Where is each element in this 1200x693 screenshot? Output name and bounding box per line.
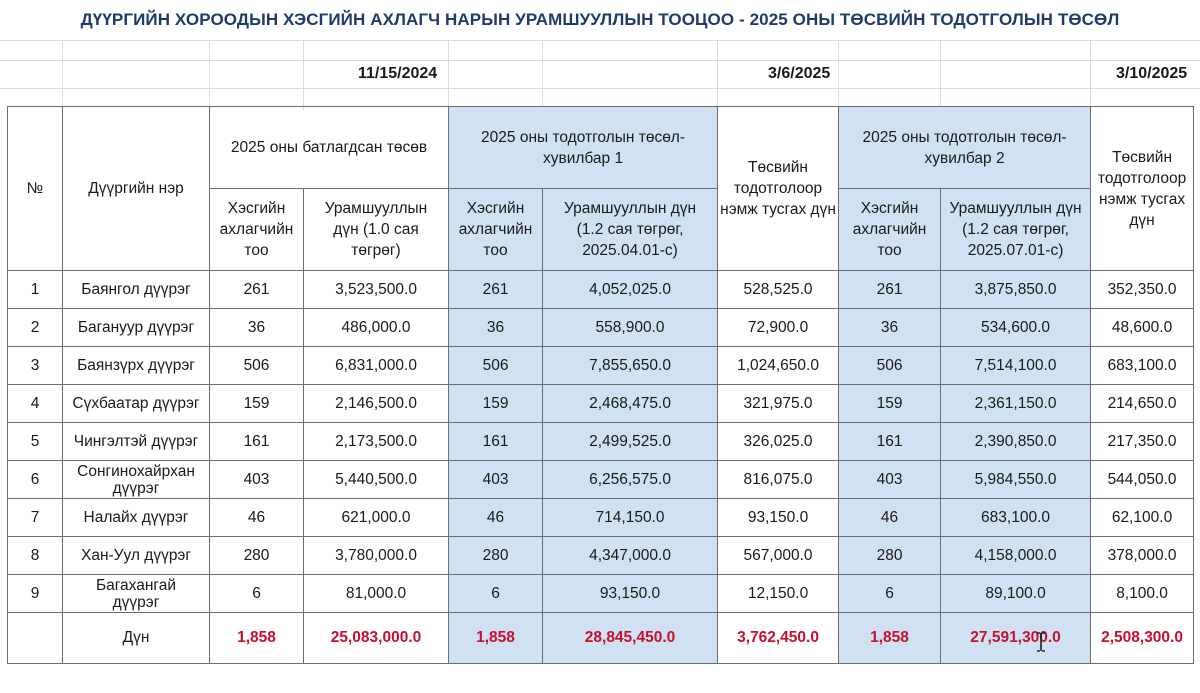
cell-count-v1: 403	[449, 461, 543, 499]
table-row	[8, 461, 1194, 499]
header-group-v1: 2025 оны тодотголын төсөл-хувилбар 1	[449, 107, 718, 189]
total-bonus-v1: 28,845,450.0	[543, 613, 718, 664]
page-title: ДҮҮРГИЙН ХОРООДЫН ХЭСГИЙН АХЛАГЧ НАРЫН УРАМШУУЛЛЫН ТООЦОО - 2025 ОНЫ ТӨСВИЙН ТОДОТГОЛЫН ТӨСӨЛ	[80, 10, 1120, 29]
cell-number: 8	[8, 537, 63, 575]
cell-bonus-v1: 2,468,475.0	[543, 385, 718, 423]
cell-bonus-approved: 621,000.0	[304, 499, 449, 537]
cell-count-v1: 6	[449, 575, 543, 613]
total-count-v1: 1,858	[449, 613, 543, 664]
header-group-approved: 2025 оны батлагдсан төсөв	[210, 107, 449, 189]
cell-bonus-approved: 486,000.0	[304, 309, 449, 347]
total-bonus-v2: 27,591,300.0	[941, 613, 1091, 664]
cell-extra-1: 567,000.0	[718, 537, 839, 575]
header-bonus-v2: Урамшууллын дүн (1.2 сая төгрөг, 2025.07.01-с)	[941, 189, 1091, 271]
total-row	[8, 613, 1194, 664]
cell-district: Сүхбаатар дүүрэг	[63, 385, 210, 423]
cell-bonus-v1: 714,150.0	[543, 499, 718, 537]
table-row	[8, 499, 1194, 537]
cell-extra-1: 93,150.0	[718, 499, 839, 537]
cell-number: 1	[8, 271, 63, 309]
cell-bonus-v1: 4,052,025.0	[543, 271, 718, 309]
cell-district: Баянзүрх дүүрэг	[63, 347, 210, 385]
cell-bonus-v2: 5,984,550.0	[941, 461, 1091, 499]
cell-bonus-v1: 93,150.0	[543, 575, 718, 613]
cell-count-v2: 159	[839, 385, 941, 423]
cell-district: Чингэлтэй дүүрэг	[63, 423, 210, 461]
cell-count-v1: 161	[449, 423, 543, 461]
cell-number: 4	[8, 385, 63, 423]
cell-bonus-v1: 6,256,575.0	[543, 461, 718, 499]
cell-bonus-v1: 7,855,650.0	[543, 347, 718, 385]
table-row	[8, 385, 1194, 423]
cell-bonus-approved: 5,440,500.0	[304, 461, 449, 499]
cell-extra-1: 528,525.0	[718, 271, 839, 309]
cell-number: 2	[8, 309, 63, 347]
cell-count-approved: 36	[210, 309, 304, 347]
cell-bonus-approved: 2,146,500.0	[304, 385, 449, 423]
cell-district: Сонгинохайрхан дүүрэг	[63, 461, 210, 499]
cell-count-v2: 46	[839, 499, 941, 537]
cell-bonus-v2: 2,361,150.0	[941, 385, 1091, 423]
cell-extra-1: 816,075.0	[718, 461, 839, 499]
table-row	[8, 347, 1194, 385]
cell-bonus-v1: 4,347,000.0	[543, 537, 718, 575]
date-v1: 3/6/2025	[768, 65, 831, 82]
header-count-approved: Хэсгийн ахлагчийн тоо	[210, 189, 304, 271]
cell-bonus-approved: 81,000.0	[304, 575, 449, 613]
cell-count-approved: 6	[210, 575, 304, 613]
cell-count-v1: 261	[449, 271, 543, 309]
cell-extra-2: 544,050.0	[1091, 461, 1194, 499]
cell-district: Багахангай дүүрэг	[63, 575, 210, 613]
cell-count-v1: 36	[449, 309, 543, 347]
cell-bonus-v2: 7,514,100.0	[941, 347, 1091, 385]
cell-bonus-v2: 534,600.0	[941, 309, 1091, 347]
cell-bonus-v2: 2,390,850.0	[941, 423, 1091, 461]
total-label: Дүн	[63, 613, 210, 664]
cell-count-approved: 261	[210, 271, 304, 309]
cell-number: 3	[8, 347, 63, 385]
total-spacer	[8, 613, 63, 664]
table-row	[8, 309, 1194, 347]
cell-bonus-v2: 4,158,000.0	[941, 537, 1091, 575]
table-row	[8, 575, 1194, 613]
table-row	[8, 271, 1194, 309]
cell-extra-2: 8,100.0	[1091, 575, 1194, 613]
cell-count-v2: 161	[839, 423, 941, 461]
cell-count-approved: 161	[210, 423, 304, 461]
cell-bonus-approved: 3,780,000.0	[304, 537, 449, 575]
cell-district: Багануур дүүрэг	[63, 309, 210, 347]
cell-bonus-v2: 683,100.0	[941, 499, 1091, 537]
cell-count-approved: 506	[210, 347, 304, 385]
cell-count-v2: 36	[839, 309, 941, 347]
table-row	[8, 423, 1194, 461]
cell-extra-2: 352,350.0	[1091, 271, 1194, 309]
cell-number: 7	[8, 499, 63, 537]
cell-count-v2: 280	[839, 537, 941, 575]
cell-bonus-v1: 2,499,525.0	[543, 423, 718, 461]
cell-count-v1: 280	[449, 537, 543, 575]
cell-extra-1: 326,025.0	[718, 423, 839, 461]
cell-extra-2: 48,600.0	[1091, 309, 1194, 347]
cell-district: Баянгол дүүрэг	[63, 271, 210, 309]
header-district: Дүүргийн нэр	[63, 107, 210, 271]
cell-bonus-approved: 2,173,500.0	[304, 423, 449, 461]
header-bonus-approved: Урамшууллын дүн (1.0 сая төгрөг)	[304, 189, 449, 271]
total-count-v2: 1,858	[839, 613, 941, 664]
cell-extra-1: 321,975.0	[718, 385, 839, 423]
cell-count-v2: 506	[839, 347, 941, 385]
cell-bonus-v2: 89,100.0	[941, 575, 1091, 613]
cell-bonus-approved: 3,523,500.0	[304, 271, 449, 309]
cell-count-approved: 280	[210, 537, 304, 575]
cell-extra-2: 683,100.0	[1091, 347, 1194, 385]
cell-count-approved: 159	[210, 385, 304, 423]
cell-count-approved: 46	[210, 499, 304, 537]
cell-number: 5	[8, 423, 63, 461]
cell-extra-1: 1,024,650.0	[718, 347, 839, 385]
spreadsheet-gridlines	[0, 40, 1200, 110]
header-number: №	[8, 107, 63, 271]
cell-bonus-v2: 3,875,850.0	[941, 271, 1091, 309]
date-v2: 3/10/2025	[1116, 65, 1188, 82]
cell-extra-2: 378,000.0	[1091, 537, 1194, 575]
cell-bonus-approved: 6,831,000.0	[304, 347, 449, 385]
cell-number: 9	[8, 575, 63, 613]
cell-district: Налайх дүүрэг	[63, 499, 210, 537]
cell-count-approved: 403	[210, 461, 304, 499]
cell-number: 6	[8, 461, 63, 499]
cell-bonus-v1: 558,900.0	[543, 309, 718, 347]
header-bonus-v1: Урамшууллын дүн (1.2 сая төгрөг, 2025.04.01-с)	[543, 189, 718, 271]
table-row	[8, 537, 1194, 575]
header-extra-1: Төсвийн тодотголоор нэмж тусгах дүн	[718, 107, 839, 271]
cell-extra-2: 62,100.0	[1091, 499, 1194, 537]
cell-count-v1: 506	[449, 347, 543, 385]
header-extra-2: Төсвийн тодотголоор нэмж тусгах дүн	[1091, 107, 1194, 271]
header-group-v2: 2025 оны тодотголын төсөл-хувилбар 2	[839, 107, 1091, 189]
cell-extra-1: 72,900.0	[718, 309, 839, 347]
date-approved: 11/15/2024	[358, 65, 438, 82]
cell-count-v1: 46	[449, 499, 543, 537]
cell-extra-2: 217,350.0	[1091, 423, 1194, 461]
header-count-v2: Хэсгийн ахлагчийн тоо	[839, 189, 941, 271]
cell-extra-1: 12,150.0	[718, 575, 839, 613]
total-bonus-approved: 25,083,000.0	[304, 613, 449, 664]
cell-count-v1: 159	[449, 385, 543, 423]
total-extra-2: 2,508,300.0	[1091, 613, 1194, 664]
total-extra-1: 3,762,450.0	[718, 613, 839, 664]
cell-extra-2: 214,650.0	[1091, 385, 1194, 423]
cell-count-v2: 403	[839, 461, 941, 499]
cell-district: Хан-Уул дүүрэг	[63, 537, 210, 575]
cell-count-v2: 261	[839, 271, 941, 309]
header-count-v1: Хэсгийн ахлагчийн тоо	[449, 189, 543, 271]
cell-count-v2: 6	[839, 575, 941, 613]
total-count-approved: 1,858	[210, 613, 304, 664]
budget-table	[7, 106, 1194, 664]
text-cursor-icon	[1035, 632, 1047, 652]
